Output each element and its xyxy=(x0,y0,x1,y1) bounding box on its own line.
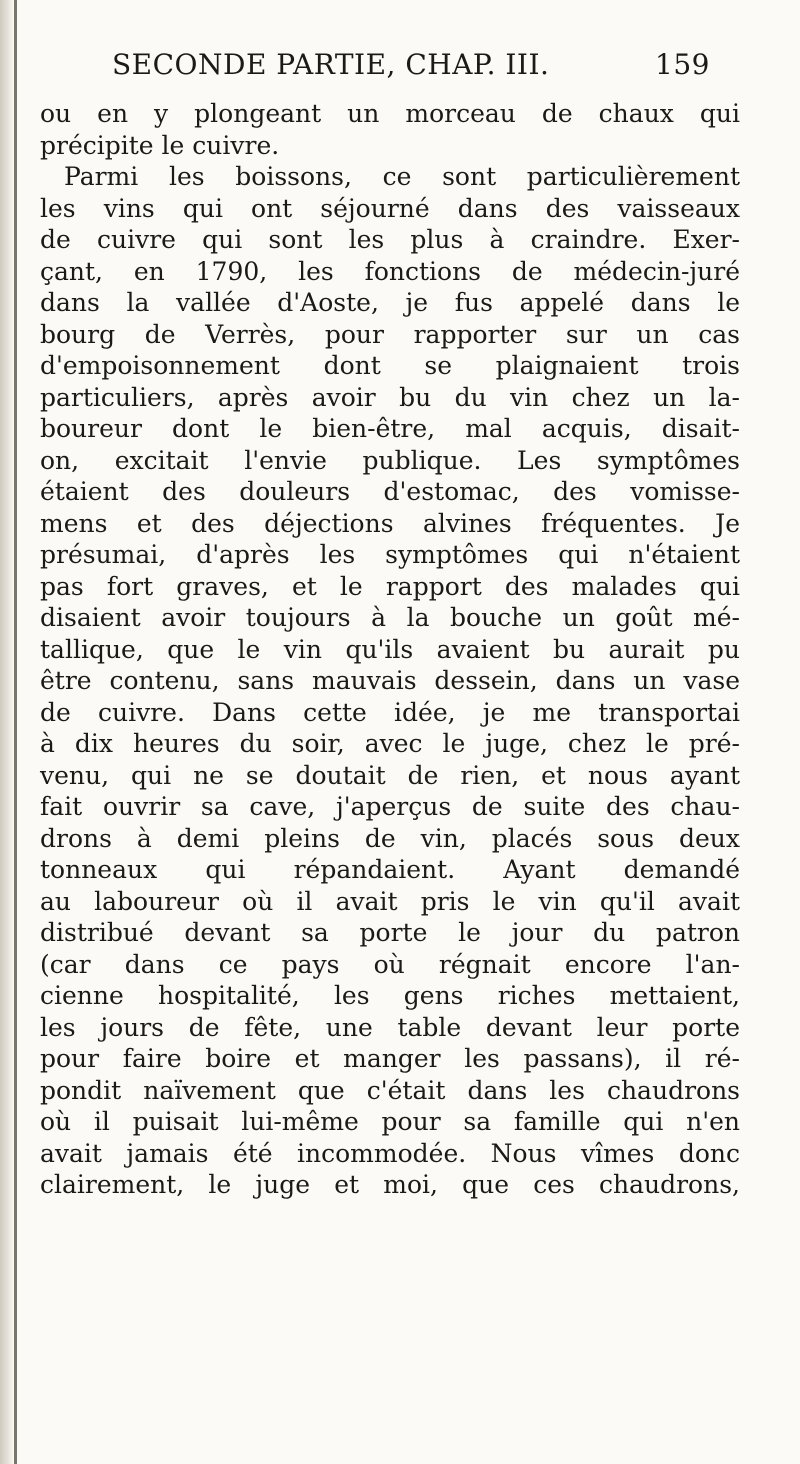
text-line: boureur dont le bien-être, mal acquis, disait- xyxy=(40,414,740,443)
text-line: pas fort graves, et le rapport des malades qui xyxy=(40,571,740,601)
text-line: fait ouvrir sa cave, j'aperçus de suite des chau- xyxy=(40,792,740,821)
text-line: pondit naïvement que c'était dans les chaudrons xyxy=(40,1075,740,1105)
text-line: cienne hospitalité, les gens riches mettaient, xyxy=(40,981,740,1010)
page-number: 159 xyxy=(655,48,710,81)
text-line: tonneaux qui répandaient. Ayant demandé xyxy=(40,855,740,884)
page-gutter-shadow xyxy=(0,0,14,1464)
text-line: précipite le cuivre. xyxy=(40,130,280,160)
text-line: particuliers, après avoir bu du vin chez un la- xyxy=(40,382,740,412)
text-line: de cuivre. Dans cette idée, je me transportai xyxy=(40,697,740,727)
page-header xyxy=(112,48,710,88)
text-line: pour faire boire et manger les passans), il ré- xyxy=(40,1044,740,1073)
body-text xyxy=(40,98,740,1201)
text-line: présumai, d'après les symptômes qui n'étaient xyxy=(40,540,740,569)
text-line: où il puisait lui-même pour sa famille qui n'en xyxy=(40,1107,740,1136)
text-line: au laboureur où il avait pris le vin qu'il avait xyxy=(40,886,740,916)
text-line: disaient avoir toujours à la bouche un goût mé- xyxy=(40,603,740,632)
text-line: bourg de Verrès, pour rapporter sur un cas xyxy=(40,319,740,349)
text-line: çant, en 1790, les fonctions de médecin-juré xyxy=(40,256,740,286)
text-line: d'empoisonnement dont se plaignaient trois xyxy=(40,351,740,380)
text-line: avait jamais été incommodée. Nous vîmes donc xyxy=(40,1138,740,1168)
text-line: distribué devant sa porte le jour du patron xyxy=(40,918,740,947)
text-line: (car dans ce pays où régnait encore l'an- xyxy=(40,949,740,979)
binding-edge xyxy=(14,0,17,1464)
text-line: à dix heures du soir, avec le juge, chez le pré- xyxy=(40,729,740,758)
text-line: on, excitait l'envie publique. Les symptômes xyxy=(40,445,740,475)
text-line: ou en y plongeant un morceau de chaux qui xyxy=(40,99,740,128)
text-line: étaient des douleurs d'estomac, des vomisse- xyxy=(40,477,740,506)
text-line: les vins qui ont séjourné dans des vaisseaux xyxy=(40,193,740,223)
text-line: tallique, que le vin qu'ils avaient bu aurait pu xyxy=(40,634,740,664)
text-line: mens et des déjections alvines fréquentes. Je xyxy=(40,508,740,538)
text-line: les jours de fête, une table devant leur porte xyxy=(40,1012,740,1042)
text-line: être contenu, sans mauvais dessein, dans un vase xyxy=(40,666,740,695)
text-line: venu, qui ne se doutait de rien, et nous ayant xyxy=(40,760,740,790)
text-line: clairement, le juge et moi, que ces chaudrons, xyxy=(40,1170,740,1199)
text-line: drons à demi pleins de vin, placés sous deux xyxy=(40,823,740,853)
text-line: de cuivre qui sont les plus à craindre. Exer- xyxy=(40,225,740,254)
text-line: dans la vallée d'Aoste, je fus appelé dans le xyxy=(40,288,740,317)
running-head: SECONDE PARTIE, CHAP. III. xyxy=(112,48,550,81)
text-line: Parmi les boissons, ce sont particulièrement xyxy=(64,162,740,191)
